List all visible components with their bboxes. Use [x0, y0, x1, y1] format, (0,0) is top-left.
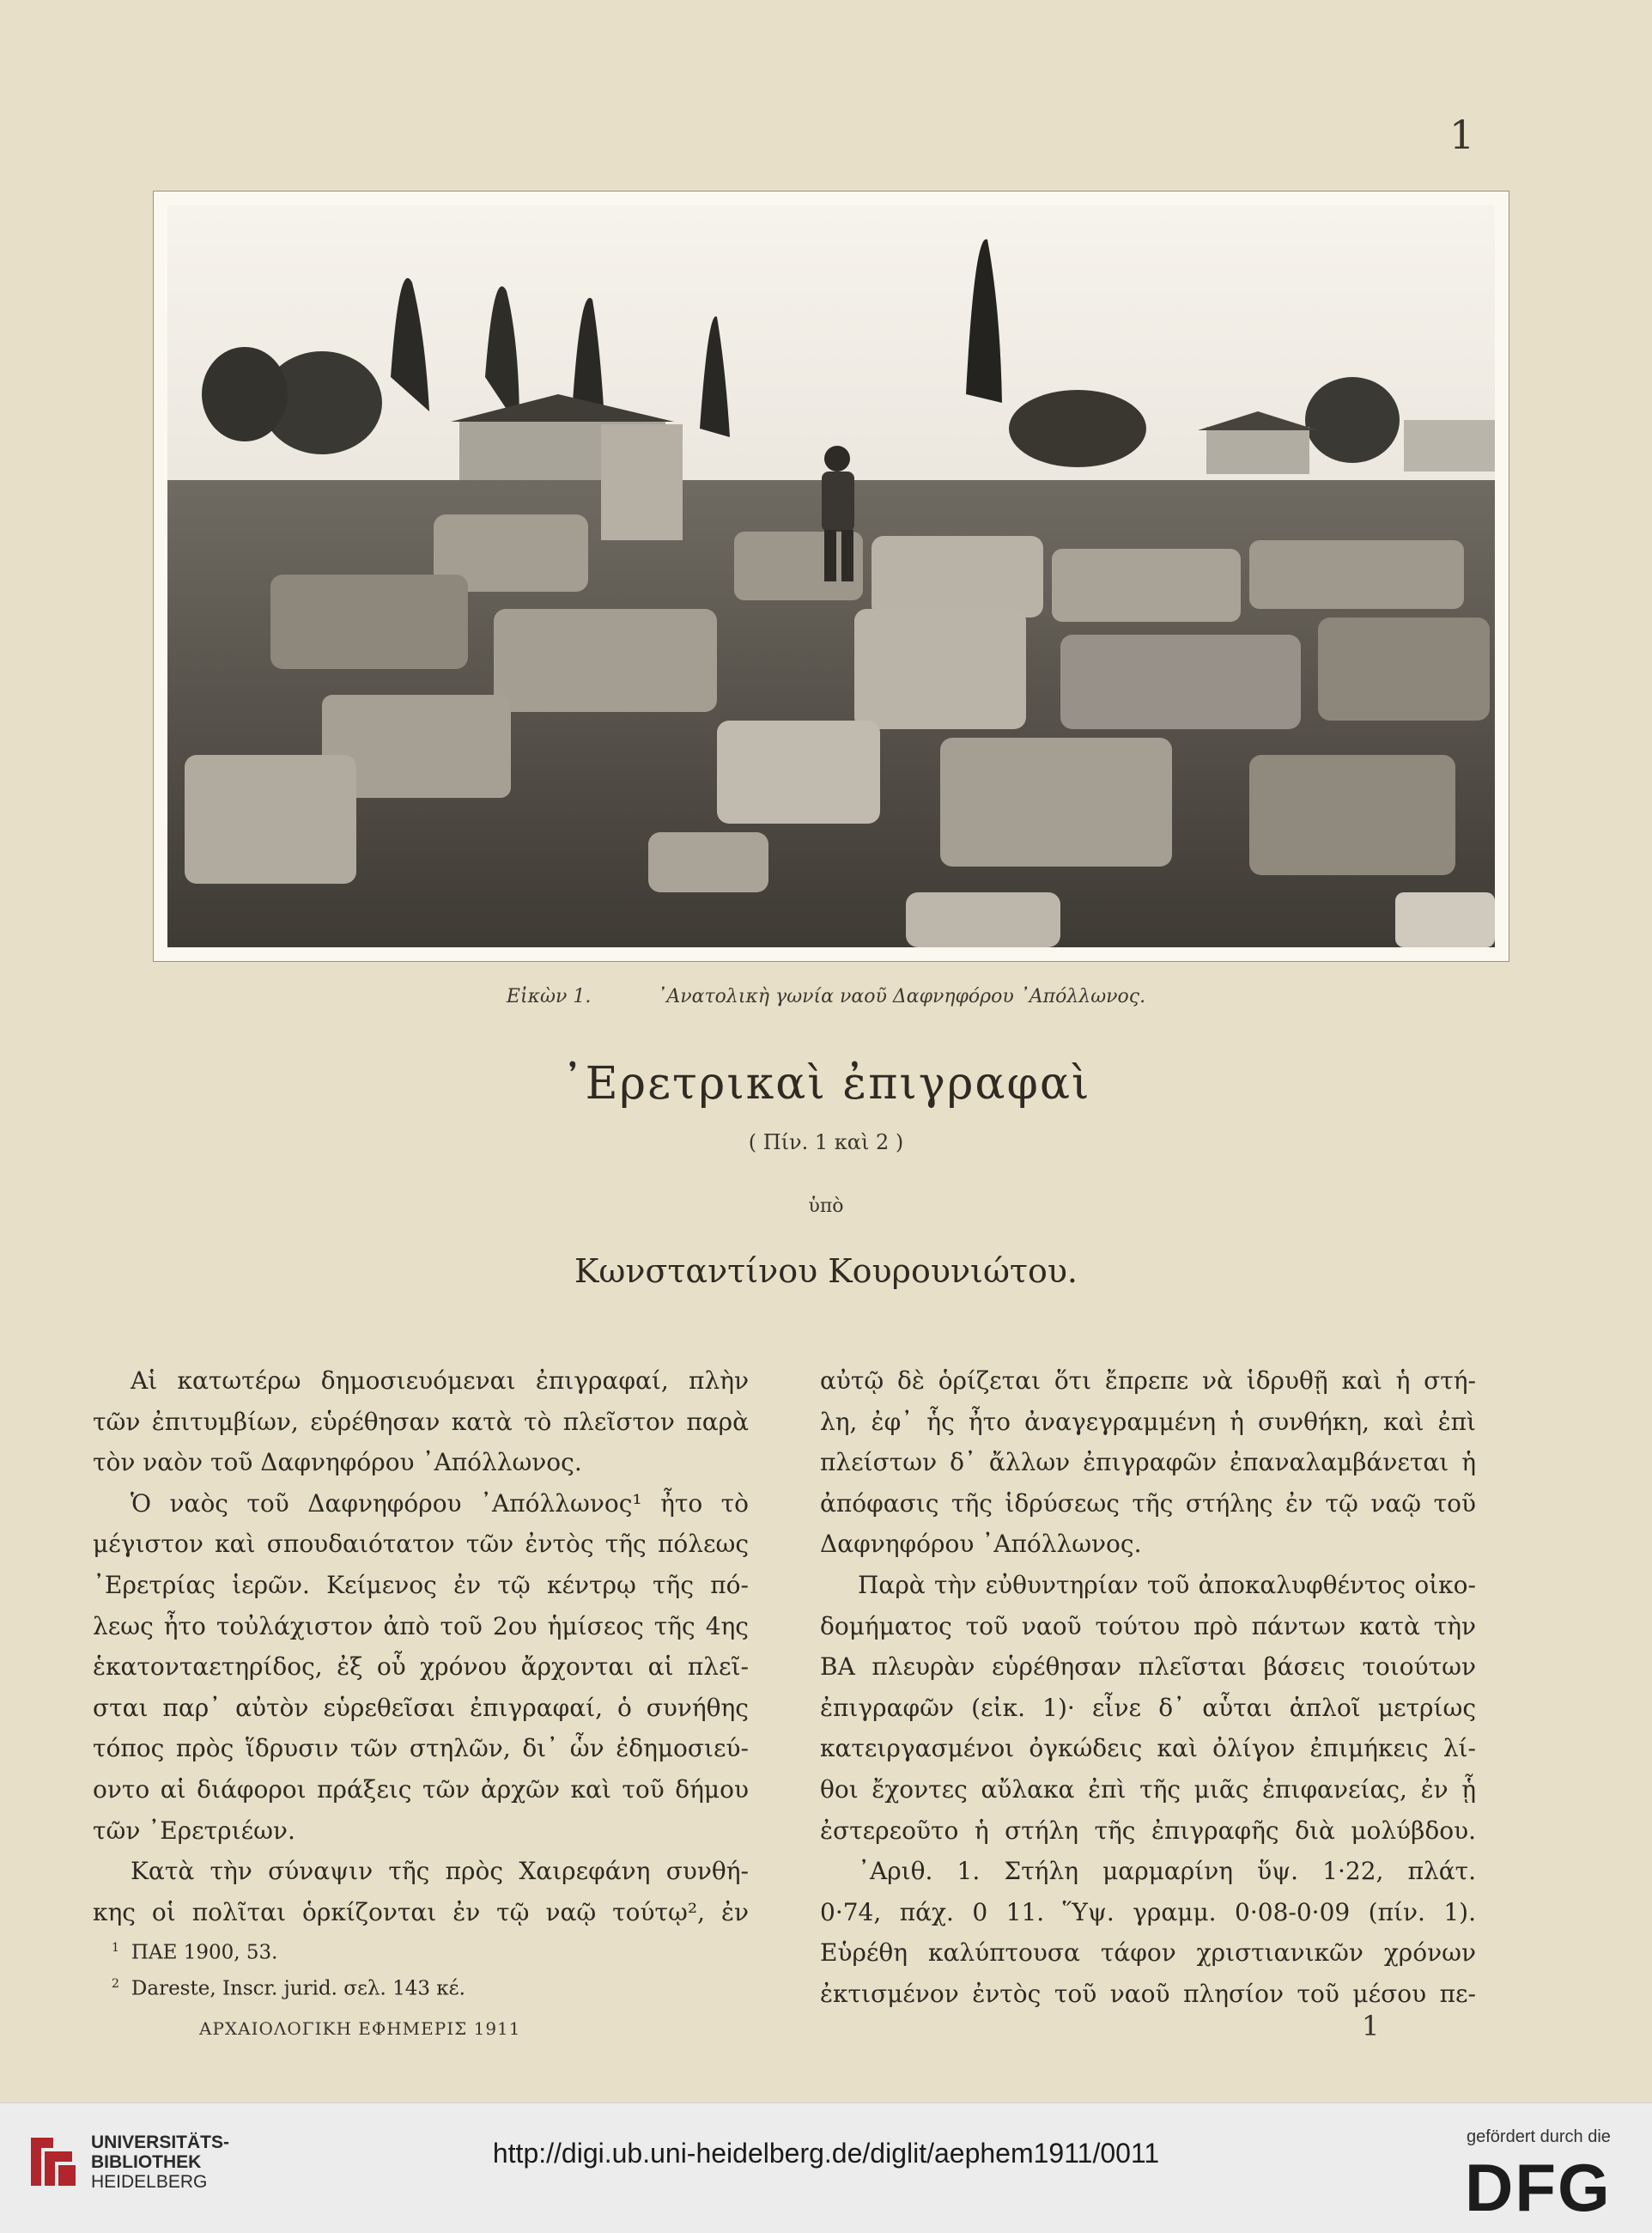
- article-title: ᾿Ερετρικαὶ ἐπιγραφαὶ: [561, 1058, 1091, 1110]
- text-line: τὸν ναὸν τοῦ Δαφνηφόρου ᾿Απόλλωνος.: [93, 1448, 582, 1477]
- text-line: Αἱ κατωτέρω δημοσιευόμεναι ἐπιγραφαί, πλὴν: [131, 1366, 749, 1395]
- library-city: HEIDELBERG: [91, 2172, 208, 2192]
- figure-caption: [0, 986, 1652, 1007]
- photo-illustration: [167, 205, 1495, 947]
- archaeological-site-photo: [167, 205, 1495, 947]
- text-line: ἀπόφασις τῆς ἱδρύσεως τῆς στήλης ἐν τῷ ναῷ τοῦ: [820, 1488, 1476, 1518]
- left-text-column: [93, 1360, 749, 1932]
- article-by: ὑπὸ: [808, 1196, 844, 1217]
- figure-label: Εἰκὼν 1.: [506, 986, 592, 1007]
- text-line: Εὑρέθη καλύπτουσα τάφον χριστιανικῶν χρόνων: [820, 1938, 1476, 1968]
- page-number-bottom: 1: [1362, 2010, 1380, 2042]
- text-line: πλείστων δ᾿ ἄλλων ἐπιγραφῶν ἐπαναλαμβάνεται ἡ: [820, 1448, 1476, 1477]
- text-line: κατειργασμένοι ὀγκώδεις καὶ ὀλίγον ἐπιμήκεις λί-: [820, 1734, 1476, 1763]
- footnote-text: Dareste, Inscr. jurid. σελ. 143 κέ.: [131, 1977, 465, 2000]
- figure-frame: [153, 191, 1509, 962]
- permalink-url[interactable]: http://digi.ub.uni-heidelberg.de/diglit/aephem1911/0011: [492, 2138, 1160, 2169]
- text-line: Κατὰ τὴν σύναψιν τῆς πρὸς Χαιρεφάνη συνθή-: [131, 1857, 749, 1886]
- journal-footer: ΑΡΧΑΙΟΛΟΓΙΚΗ ΕΦΗΜΕΡΙΣ 1911: [199, 2018, 521, 2039]
- text-line: ἐστερεοῦτο ἡ στήλη τῆς ἐπιγραφῆς διὰ μολύβδου.: [820, 1816, 1476, 1845]
- footnote-mark: 1: [112, 1941, 119, 1955]
- text-line: Δαφνηφόρου ᾿Απόλλωνος.: [820, 1530, 1142, 1559]
- text-line: τῶν ἐπιτυμβίων, εὑρέθησαν κατὰ τὸ πλεῖστον παρὰ: [93, 1407, 749, 1436]
- page-number-top: 1: [1449, 112, 1475, 158]
- figure-caption-text: ᾿Ανατολικὴ γωνία ναοῦ Δαφνηφόρου ᾿Απόλλωνος.: [657, 986, 1146, 1007]
- dfg-logo[interactable]: DFG: [1465, 2150, 1612, 2225]
- text-line: Παρὰ τὴν εὐθυντηρίαν τοῦ ἀποκαλυφθέντος οἰκο-: [858, 1570, 1476, 1599]
- footnote-text: ΠΑΕ 1900, 53.: [131, 1941, 278, 1964]
- text-line: ἑκατονταετηρίδος, ἐξ οὗ χρόνου ἄρχονται αἱ πλεῖ-: [93, 1652, 749, 1682]
- article-author: Κωνσταντίνου Κουρουνιώτου.: [574, 1252, 1078, 1290]
- text-line: 0·74, πάχ. 0 11. Ὕψ. γραμμ. 0·08-0·09 (πίν. 1).: [820, 1897, 1476, 1926]
- text-line: τῶν ᾿Ερετριέων.: [93, 1816, 295, 1845]
- text-line: οντο αἱ διάφοροι πράξεις τῶν ἀρχῶν καὶ τοῦ δήμου: [93, 1774, 749, 1804]
- footnote-mark: 2: [112, 1976, 119, 1991]
- footnote: [112, 1968, 465, 2005]
- footnotes: [112, 1932, 465, 2004]
- text-line: ΒΑ πλευρὰν εὑρέθησαν πλεῖσται βάσεις τοιούτων: [820, 1652, 1476, 1682]
- footnote: [112, 1932, 465, 1968]
- viewer-footer-bar: [0, 2102, 1652, 2233]
- sponsor-label: gefördert durch die: [1467, 2127, 1611, 2146]
- text-line: σται παρ᾿ αὐτὸν εὑρεθεῖσαι ἐπιγραφαί, ὁ συνήθης: [93, 1693, 749, 1722]
- text-line: λη, ἐφ᾿ ἧς ἦτο ἀναγεγραμμένη ἡ συνθήκη, καὶ ἐπὶ: [820, 1407, 1476, 1436]
- text-line: ἐκτισμένον ἐντὸς τοῦ ναοῦ πλησίον τοῦ μέσου πε-: [820, 1979, 1476, 2008]
- text-line: αὐτῷ δὲ ὁρίζεται ὅτι ἔπρεπε νὰ ἱδρυθῇ καὶ ἡ στή-: [820, 1366, 1476, 1395]
- library-name-line: BIBLIOTHEK: [91, 2152, 202, 2172]
- text-line: δομήματος τοῦ ναοῦ τούτου πρὸ πάντων κατὰ τὴν: [820, 1611, 1476, 1640]
- text-line: ἐπιγραφῶν (εἰκ. 1)· εἶνε δ᾿ αὗται ἁπλοῖ μετρίως: [820, 1693, 1476, 1722]
- text-line: λεως ἦτο τοὐλάχιστον ἀπὸ τοῦ 2ου ἡμίσεος τῆς 4ης: [93, 1611, 749, 1640]
- text-line: μέγιστον καὶ σπουδαιότατον τῶν ἐντὸς τῆς πόλεως: [93, 1530, 749, 1559]
- text-line: κης οἱ πολῖται ὁρκίζονται ἐν τῷ ναῷ τούτῳ², ἐν: [93, 1897, 749, 1926]
- article-subtitle: ( Πίν. 1 καὶ 2 ): [748, 1130, 904, 1154]
- text-line: θοι ἔχοντες αὔλακα ἐπὶ τῆς μιᾶς ἐπιφανείας, ἐν ᾗ: [820, 1774, 1476, 1804]
- text-line: τόπος πρὸς ἵδρυσιν τῶν στηλῶν, δι᾿ ὧν ἐδημοσιεύ-: [93, 1734, 749, 1763]
- library-name-line: UNIVERSITÄTS-: [91, 2133, 230, 2152]
- text-line: Ὁ ναὸς τοῦ Δαφνηφόρου ᾿Απόλλωνος¹ ἦτο τὸ: [131, 1488, 749, 1518]
- right-text-column: [820, 1360, 1476, 2015]
- text-line: ᾿Αριθ. 1. Στήλη μαρμαρίνη ὕψ. 1·22, πλάτ.: [858, 1857, 1476, 1886]
- text-line: ᾿Ερετρίας ἱερῶν. Κείμενος ἐν τῷ κέντρῳ τῆς πό-: [93, 1570, 749, 1599]
